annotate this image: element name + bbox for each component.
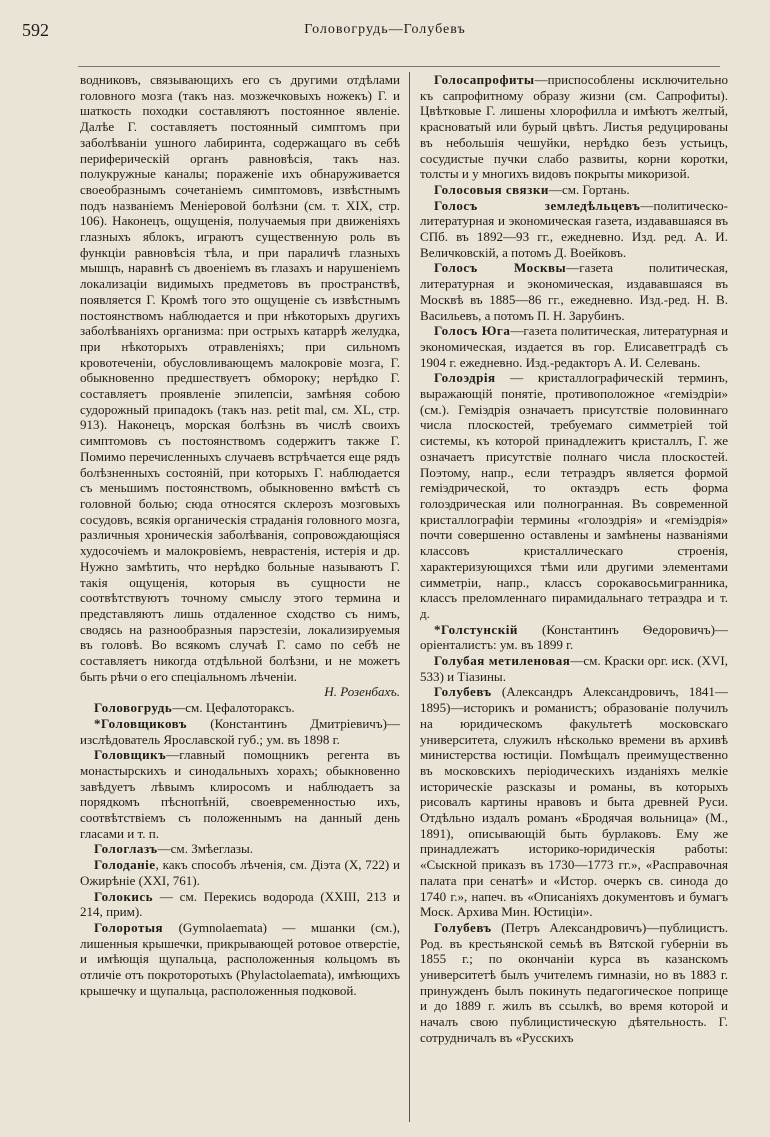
entry-golos-zemledeltsev — [420, 198, 728, 261]
entry-text: (Gymnolaemata) — мшанки (см.), лишенныя крышечки, прикрывающей ротовое отверстіе, и имѣющія щупальца, расположенныя кольцомъ въ отличіе отъ покроторотыхъ (Phylactolaemata), имѣющихъ крышечку и щупальца, расположенныя подковой. — [80, 919, 400, 998]
entry-headword: *Головщиковъ — [94, 715, 187, 731]
entry-golubaya-metilenovaya — [420, 653, 728, 684]
entry-text: — см. Перекись водорода (XXIII, 213 и 214, прим). — [80, 888, 400, 920]
entry-golovshchikov — [80, 716, 400, 747]
entry-headword: Голоэдрія — [434, 370, 496, 386]
entry-headword: Головогрудь — [94, 700, 173, 716]
right-column — [420, 72, 728, 1122]
entry-headword: Голосъ Юга — [434, 323, 511, 339]
page-number: 592 — [22, 20, 49, 40]
entry-golokis — [80, 889, 400, 920]
entry-text: — кристаллографическій терминъ, выражающій понятіе, противоположное «геміэдріи» (см.). Геміэдрія означаетъ присутствіе половиннаго числа плоскостей, требуемаго симметріей той системы, къ которой принадлежитъ кристаллъ, Г. же означаетъ присутствіе полнаго числа плоскостей. Поэтому, напр., если тетраэдръ является формой геміэдрической, то октаэдръ есть форма голоэдрическая или полногранная. Въ современной кристаллографіи термины «голоэдрія» и «геміэдрія» почти совершенно оставлены и замѣнены названіями классовъ кристаллическаго строенія, характеризующихся тѣми или другими элементами симметріи, напр., классъ сорокавосьмигранника, классъ преломленнаго пирамидальнаго тетраэдра и т. д. — [420, 370, 728, 621]
entry-text: —главный помощникъ регента въ монастырскихъ и синодальныхъ хорахъ; обыкновенно завѣдуетъ лѣвымъ клиросомъ и наблюдаетъ за порядкомъ пѣснопѣній, своевременностью ихъ, соотвѣтствіемъ съ положеннымъ на данный день гласами и т. п. — [80, 747, 400, 841]
entry-headword: Голокись — [94, 888, 154, 904]
entry-text: (Константинъ Ѳедоровичъ)—оріенталистъ: ум. въ 1899 г. — [420, 621, 728, 653]
entry-text: —см. Цефалотораксъ. — [172, 700, 295, 716]
entry-text: (Константинъ Дмитріевичъ)—изслѣдователь Ярославской губ.; ум. въ 1898 г. — [80, 715, 400, 747]
entry-gologlaz — [80, 841, 400, 857]
entry-headword: Голубевъ — [434, 684, 492, 700]
entry-headword: *Голстунскій — [434, 621, 518, 637]
article-continuation: водниковъ, связывающихъ его съ другими отдѣлами головного мозга (такъ наз. мозжечковыхъ ножекъ) Г. и шаткость походки составляютъ постоянное явленіе. Далѣе Г. составляетъ постоянный симптомъ при заболѣваніи ушного лабиринта, содержащаго въ себѣ периферическій органъ равновѣсія, такъ наз. полукружные каналы; пораженіе ихъ обнаруживается своеобразнымъ сочетаніемъ симптомовъ, извѣстнымъ подъ названіемъ Меніеровой болѣзни (см. т. XIX, стр. 106). Наконецъ, ощущенія, получаемыя при движеніяхъ глазныхъ яблокъ, играютъ существенную роль въ функціи равновѣсія тѣла, и при параличѣ глазныхъ мышцъ, наравнѣ съ двоеніемъ въ глазахъ и нарушеніемъ локализаціи видимыхъ предметовъ въ пространствѣ, появляется Г. Кромѣ того это ощущеніе съ извѣстнымъ постоянствомъ наблюдается и при нѣкоторыхъ другихъ заболѣваніяхъ организма: при острыхъ катаррѣ желудка, при нѣкоторыхъ отравленіяхъ; при сильномъ кровотеченіи, обусловливающемъ малокровіе мозга, Г. обыкновенно предшествуетъ обмороку; нерѣдко Г. составляетъ проявленіе эпилепсіи, замѣняя собою судорожный припадокъ (такъ наз. petit mal, см. XL, стр. 913). Наконецъ, морская болѣзнь въ числѣ своихъ симптомовъ съ постоянствомъ содержитъ также Г. Помимо перечисленныхъ случаевъ встрѣчается еще рядъ болѣзненныхъ состояній, при которыхъ Г. наблюдается съ меньшимъ постоянствомъ, обыкновенно вмѣстѣ съ головной болью; сюда относятся склерозъ мозговыхъ сосудовъ, всякія органическія страданія головного мозга, различныя хроническія заболѣванія, сопровождающіяся худосочіемъ и малокровіемъ, неврастенія, истерія и др. Нужно замѣтить, что нерѣдко больные называютъ Г. такія ощущенія, которыя въ сущности не соотвѣтствуютъ точному смыслу этого термина и представляютъ лишь отдаленное сходство съ нимъ, сводясь на разнообразныя парэстезіи, локализируемыя въ головѣ. Во всякомъ случаѣ Г. само по себѣ не составляетъ никогда отдѣльной болѣзни, и не можетъ быть рѣчи о его спеціальномъ лѣченіи. — [80, 72, 400, 684]
entry-text: —газета политическая, литературная и экономическая, издается въ гор. Елисаветградѣ съ 1904 г. ежедневно. Изд.-редакторъ А. И. Селевань. — [420, 323, 728, 370]
entry-text: (Александръ Александровичъ, 1841—1895)—историкъ и романистъ; образованіе получилъ на юридическомъ факультетѣ московскаго университета, служилъ нѣсколько времени въ архивѣ министерства юстиціи. Помѣщалъ преимущественно въ московскихъ періодическихъ изданіяхъ мелкіе историческіе разсказы и романы, въ которыхъ рисовалъ картины нравовъ и быта древней Руси. Отдѣльно издалъ романъ «Бродячая вольница» (М., 1891), описывающій быть бурлаковъ. Ему же принадлежатъ историко-юридическія работы: «Сыскной приказъ въ 1730—1773 гг.», «Расправочная палата при сенатѣ» и «Истор. очеркъ св. синода до 1740 г.», напеч. въ «Описаніяхъ документовъ и бумагъ Моск. Архива Мин. Юстиціи». — [420, 684, 728, 920]
entry-golubev-aleksandr — [420, 684, 728, 920]
entry-text: , какъ способъ лѣченія, см. Діэта (X, 722) и Ожирѣніе (XXI, 761). — [80, 857, 400, 888]
entry-headword: Голосъ Москвы — [434, 260, 567, 276]
entry-headword: Гологлазъ — [94, 841, 158, 857]
left-column — [80, 72, 400, 1122]
entry-golovogrud — [80, 700, 400, 716]
entry-golosaprofity — [420, 72, 728, 182]
entry-headword: Голубая метиленовая — [434, 653, 571, 669]
entry-text: —политическо-литературная и экономическая газета, издававшаяся въ СПб. въ 1892—93 гг., ежедневно. Изд. ред. А. И. Величковскій, а потомъ Д. Воейковъ. — [420, 197, 728, 260]
entry-golovshchik — [80, 747, 400, 841]
entry-text: (Петръ Александровичъ)—публицистъ. Род. въ крестьянской семьѣ въ Вятской губерніи въ 1855 г.; по окончаніи курса въ казанскомъ университетѣ былъ учителемъ гимназіи, но въ 1883 г. принужденъ былъ покинуть педагогическое поприще и до 1889 г. жилъ въ ссылкѣ, во время которой и началъ свою публицистическую дѣятельность. Г. сотрудничалъ въ «Русскихъ — [420, 919, 728, 1045]
entry-golos-yuga — [420, 323, 728, 370]
entry-headword: Голосапрофиты — [434, 72, 535, 87]
entry-text: —газета политическая, литературная и экономическая, издававшаяся въ Москвѣ въ 1885—86 гг., ежедневно. Изд.-ред. Н. В. Васильевъ, а потомъ П. Н. Зарубинъ. — [420, 260, 728, 323]
entry-goloedriya — [420, 370, 728, 621]
entry-golubev-petr — [420, 920, 728, 1046]
entry-headword: Голубевъ — [434, 919, 492, 935]
entry-headword: Голоданіе — [94, 857, 156, 873]
entry-text: —см. Краски орг. иск. (XVI, 533) и Тіазины. — [420, 653, 728, 684]
entry-golorotye — [80, 920, 400, 999]
entry-text: —см. Змѣеглазы. — [157, 841, 254, 857]
entry-golstunsky — [420, 622, 728, 653]
entry-golos-moskvy — [420, 260, 728, 323]
entry-text: —см. Гортань. — [548, 181, 630, 197]
running-head: Головогрудь—Голубевъ — [304, 22, 466, 37]
author-signature: Н. Розенбахъ. — [324, 684, 400, 700]
entry-headword: Голосъ земледѣльцевъ — [434, 197, 641, 213]
entry-headword: Головщикъ — [94, 747, 167, 763]
entry-golosovye-svyazki — [420, 182, 728, 198]
column-divider — [409, 72, 410, 1122]
entry-headword: Голоротыя — [94, 919, 164, 935]
entry-text: —приспособлены исключительно къ сапрофитному образу жизни (см. Сапрофиты). Цвѣтковые Г. лишены хлорофилла и имѣютъ желтый, красноватый или бурый цвѣтъ. Листья редуцированы въ небольшія чешуйки, нерѣдко безъ устьицъ, сосудистые пучки слабо развиты, корни коротки, толсты и у многихъ видовъ покрыты микоризой. — [420, 72, 728, 182]
entry-headword: Голосовыя связки — [434, 181, 549, 197]
header-rule — [78, 66, 720, 67]
entry-golodanie — [80, 857, 400, 888]
